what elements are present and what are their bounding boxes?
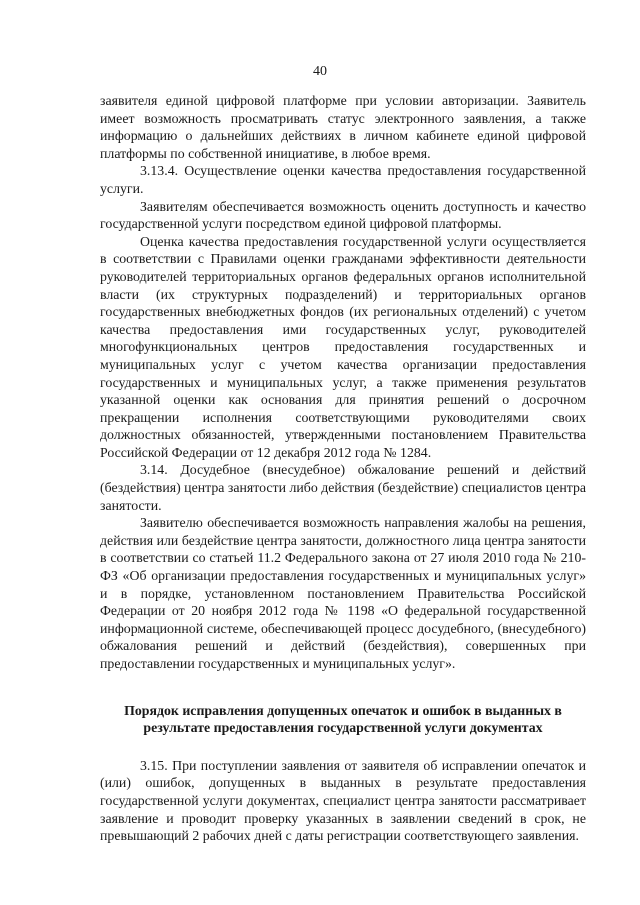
paragraph-pretrial-appeal-title: 3.14. Досудебное (внесудебное) обжалование решений и действий (бездействия) центра занятости либо действия (бездействие) специалистов центра занятости.: [100, 462, 587, 513]
paragraph-complaint-right: Заявителю обеспечивается возможность направления жалобы на решения, действия или бездействие центра занятости, должностного лица центра занятости в соответствии со статьей 11.2 Федерального закона от 27 июля 2010 года № 210-ФЗ «Об организации предоставления государственных и муниципальных услуг» и в порядке, установленном постановлением Правительства Российской Федерации от 20 ноября 2012 года № 1198 «О федеральной государственной информационной системе, обеспечивающей процесс досудебного, (внесудебного) обжалования решений и действий (бездействия), совершенных при предоставлении государственных и муниципальных услуг».: [100, 515, 586, 671]
page-number: 40: [313, 64, 327, 79]
section-heading: Порядок исправления допущенных опечаток и ошибок в выданных в результате предоставления государственной услуги документах: [124, 702, 562, 736]
paragraph-quality-assessment-rules: Оценка качества предоставления государственной услуги осуществляется в соответствии с Правилами оценки гражданами эффективности деятельности руководителей территориальных органов федеральных органов исполнительной власти (их структурных подразделений) и территориальных органов государственных внебюджетных фондов (их региональных отделений) с учетом качества предоставления ими государственных услуг, руководителей многофункциональных центров предоставления государственных и муниципальных услуг с учетом качества организации предоставления государственных и муниципальных услуг, а также применения результатов указанной оценки как основания для принятия решений о досрочном прекращении исполнения соответствующими руководителями своих должностных обязанностей, утвержденными постановлением Правительства Российской Федерации от 12 декабря 2012 года № 1284.: [100, 233, 586, 460]
paragraph-quality-assessment-title: 3.13.4. Осуществление оценки качества предоставления государственной услуги.: [100, 163, 586, 196]
paragraph-correction-procedure: 3.15. При поступлении заявления от заявителя об исправлении опечаток и (или) ошибок, допущенных в выданных в результате предоставления государственной услуги документах, специалист центра занятости рассматривает заявление и проводит проверку указанных в заявлении сведений в срок, не превышающий 2 рабочих дней с даты регистрации соответствующего заявления.: [100, 757, 586, 844]
paragraph-quality-assessment-possibility: Заявителям обеспечивается возможность оценить доступность и качество государственной услуги посредством единой цифровой платформы.: [100, 198, 586, 232]
paragraph-continuation: заявителя единой цифровой платформе при условии авторизации. Заявитель имеет возможность просматривать статус электронного заявления, а также информацию о дальнейших действиях в личном кабинете единой цифровой платформы по собственной инициативе, в любое время.: [100, 93, 586, 161]
document-body: [100, 92, 586, 845]
